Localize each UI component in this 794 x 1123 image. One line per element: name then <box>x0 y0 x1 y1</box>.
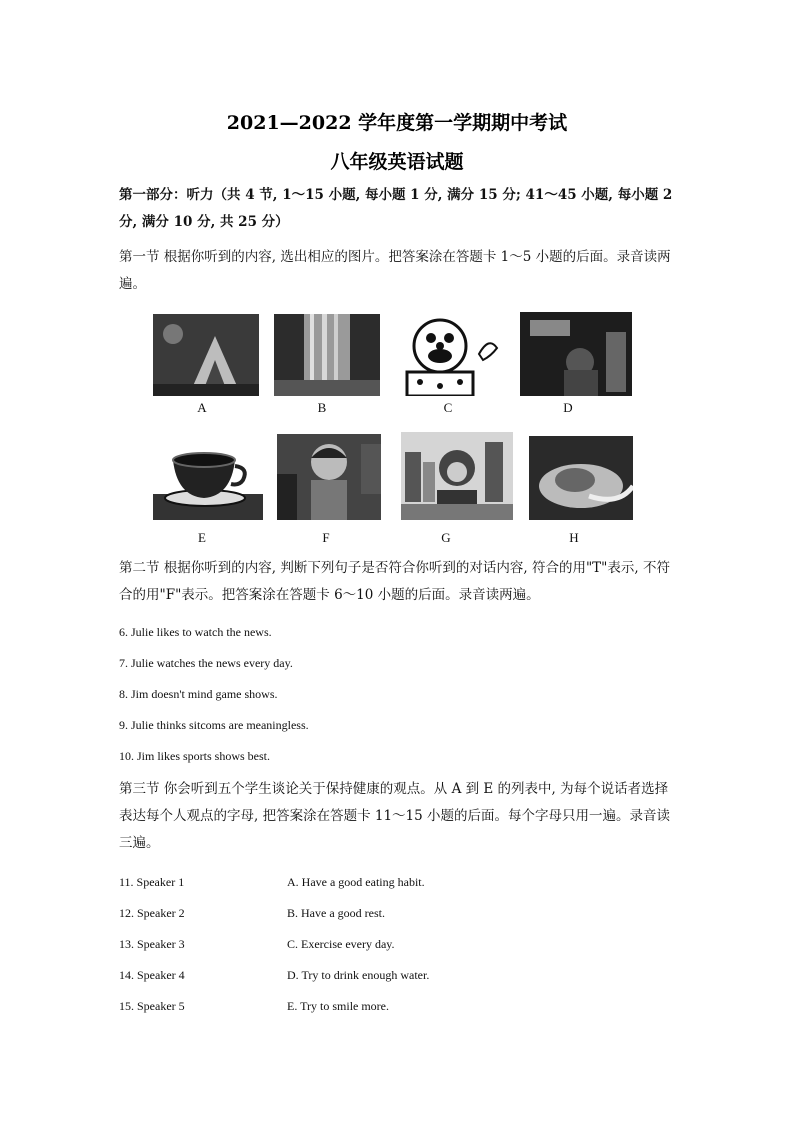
statement-9: 9. Julie thinks sitcoms are meaningless. <box>119 718 309 732</box>
option-d: D. Try to drink enough water. <box>287 968 430 982</box>
picture-label-h: H <box>569 530 579 545</box>
teacup-photo <box>153 436 263 520</box>
game-show-photo <box>520 312 632 396</box>
speaker-14: 14. Speaker 4 <box>119 968 185 982</box>
picture-label-a: A <box>197 400 207 415</box>
statement-7: 7. Julie watches the news every day. <box>119 656 293 670</box>
exam-title: 2021—2022 学年度第一学期期中考试 <box>226 112 568 134</box>
part1-heading: 第一部分：听力（共 4 节, 1～15 小题, 每小题 1 分, 满分 15 分; 41～45 小题, 每小题 2 分, 满分 10 分, 共 25 分） <box>119 187 673 230</box>
speaker-13: 13. Speaker 3 <box>119 937 185 951</box>
option-a: A. Have a good eating habit. <box>287 875 425 889</box>
clown-cartoon <box>395 310 505 396</box>
statement-10: 10. Jim likes sports shows best. <box>119 749 271 763</box>
section1-instructions: 第一节 根据你听到的内容, 选出相应的图片。把答案涂在答题卡 1～5 小题的后面。录音读两遍。 <box>119 249 671 292</box>
section3-instructions: 第三节 你会听到五个学生谈论关于保持健康的观点。从 A 到 E 的列表中, 为每个说话者选择表达每个人观点的字母, 把答案涂在答题卡 11～15 小题的后面。每个字母只用一遍。录音读三遍。 <box>119 781 671 851</box>
cartoon-boy-photo <box>277 434 381 520</box>
speaker-15: 15. Speaker 5 <box>119 999 185 1013</box>
picture-label-d: D <box>563 400 573 415</box>
speaker-11: 11. Speaker 1 <box>119 875 185 889</box>
picture-label-c: C <box>443 400 453 415</box>
picture-label-g: G <box>441 530 451 545</box>
option-c: C. Exercise every day. <box>287 937 395 951</box>
statement-8: 8. Jim doesn't mind game shows. <box>119 687 278 701</box>
picture-label-f: F <box>322 530 330 545</box>
section2-instructions: 第二节 根据你听到的内容, 判断下列句子是否符合你听到的对话内容, 符合的用"T"表示, 不符合的用"F"表示。把答案涂在答题卡 6～10 小题的后面。录音读两遍。 <box>119 560 670 603</box>
food-plate-photo <box>529 436 633 520</box>
option-b: B. Have a good rest. <box>287 906 385 920</box>
city-cartoon-photo <box>401 432 513 520</box>
speaker-12: 12. Speaker 2 <box>119 906 185 920</box>
picture-label-e: E <box>198 530 206 545</box>
picture-label-b: B <box>317 400 327 415</box>
waterfall-photo <box>274 314 380 396</box>
tent-night-photo <box>153 314 259 396</box>
option-e: E. Try to smile more. <box>287 999 390 1013</box>
statement-6: 6. Julie likes to watch the news. <box>119 625 272 639</box>
exam-subtitle: 八年级英语试题 <box>330 151 464 173</box>
